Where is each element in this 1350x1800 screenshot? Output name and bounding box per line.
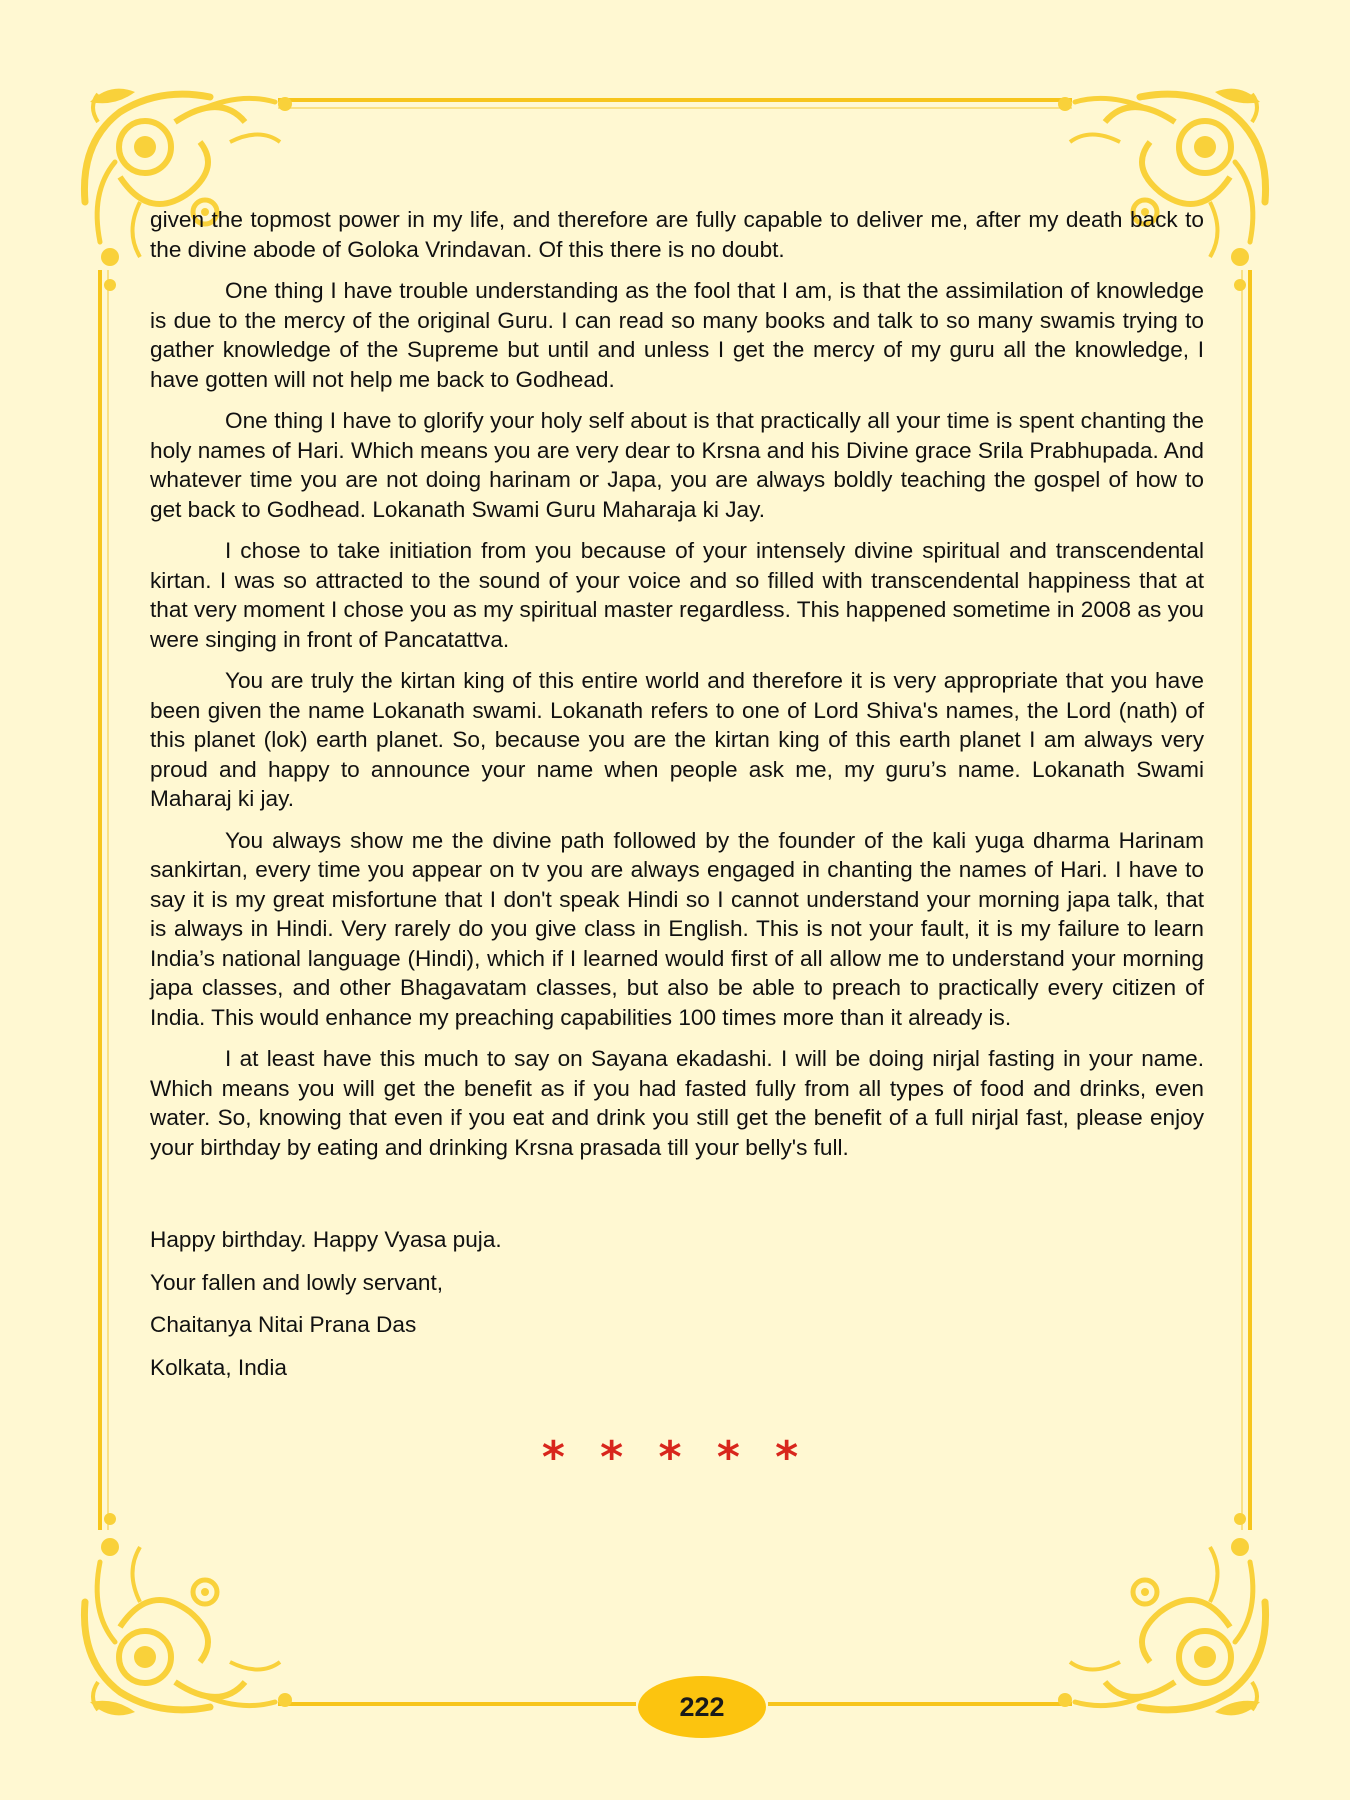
paragraph: I at least have this much to say on Sayana ekadashi. I will be doing nirjal fasting in your name. Which means you will get the benefit as if you had fasted fully from all types of food and drinks, even water. So, knowing that even if you eat and drink you still get the benefit of a full nirjal fast, please enjoy your birthday by eating and drinking Krsna prasada till your belly's full. bbox=[150, 1046, 1204, 1160]
paragraph: You always show me the divine path followed by the founder of the kali yuga dharma Harinam sankirtan, every time you appear on tv you are always engaged in chanting the names of Hari. I have to say it is my great misfortune that I don't speak Hindi so I cannot understand your morning japa talk, that is always in Hindi. Very rarely do you give class in English. This is not your fault, it is my failure to learn India’s national language (Hindi), which if I learned would first of all allow me to understand your morning japa classes, and other Bhagavatam classes, but also be able to preach to practically every citizen of India. This would enhance my preaching capabilities 100 times more than it already is. bbox=[150, 827, 1204, 1030]
page-number-badge: 222 bbox=[638, 1676, 766, 1738]
author-location: Kolkata, India bbox=[150, 1354, 287, 1380]
paragraph: One thing I have trouble understanding as the fool that I am, is that the assimilation of knowledge is due to the mercy of the original Guru. I can read so many books and talk to so many swamis trying to gather knowledge of the Supreme but until and unless I get the mercy of my guru all the knowledge, I have gotten will not help me back to Godhead. bbox=[150, 278, 1204, 392]
letter-body bbox=[150, 205, 1204, 1174]
paragraph: You are truly the kirtan king of this entire world and therefore it is very appropriate that you have been given the name Lokanath swami. Lokanath refers to one of Lord Shiva's names, the Lord (nath) of this planet (lok) earth planet. So, because you are the kirtan king of this earth planet I am always very proud and happy to announce your name when people ask me, my guru’s name. Lokanath Swami Maharaj ki jay. bbox=[150, 668, 1204, 811]
paragraph: One thing I have to glorify your holy self about is that practically all your time is spent chanting the holy names of Hari. Which means you are very dear to Krsna and his Divine grace Srila Prabhupada. And whatever time you are not doing harinam or Japa, you are always boldly teaching the gospel of how to get back to Godhead. Lokanath Swami Guru Maharaja ki Jay. bbox=[150, 408, 1204, 522]
section-separator: * * * * * bbox=[541, 1432, 809, 1483]
closing: Your fallen and lowly servant, bbox=[150, 1269, 444, 1295]
greeting: Happy birthday. Happy Vyasa puja. bbox=[150, 1227, 502, 1252]
paragraph: given the topmost power in my life, and therefore are fully capable to deliver me, after my death back to the divine abode of Goloka Vrindavan. Of this there is no doubt. bbox=[150, 207, 1204, 262]
paragraph: I chose to take initiation from you because of your intensely divine spiritual and transcendental kirtan. I was so attracted to the sound of your voice and so filled with transcendental happiness that at that very moment I chose you as my spiritual master regardless. This happened sometime in 2008 as you were singing in front of Pancatattva. bbox=[150, 538, 1204, 652]
author-name: Chaitanya Nitai Prana Das bbox=[150, 1312, 417, 1337]
signoff bbox=[150, 1225, 502, 1395]
